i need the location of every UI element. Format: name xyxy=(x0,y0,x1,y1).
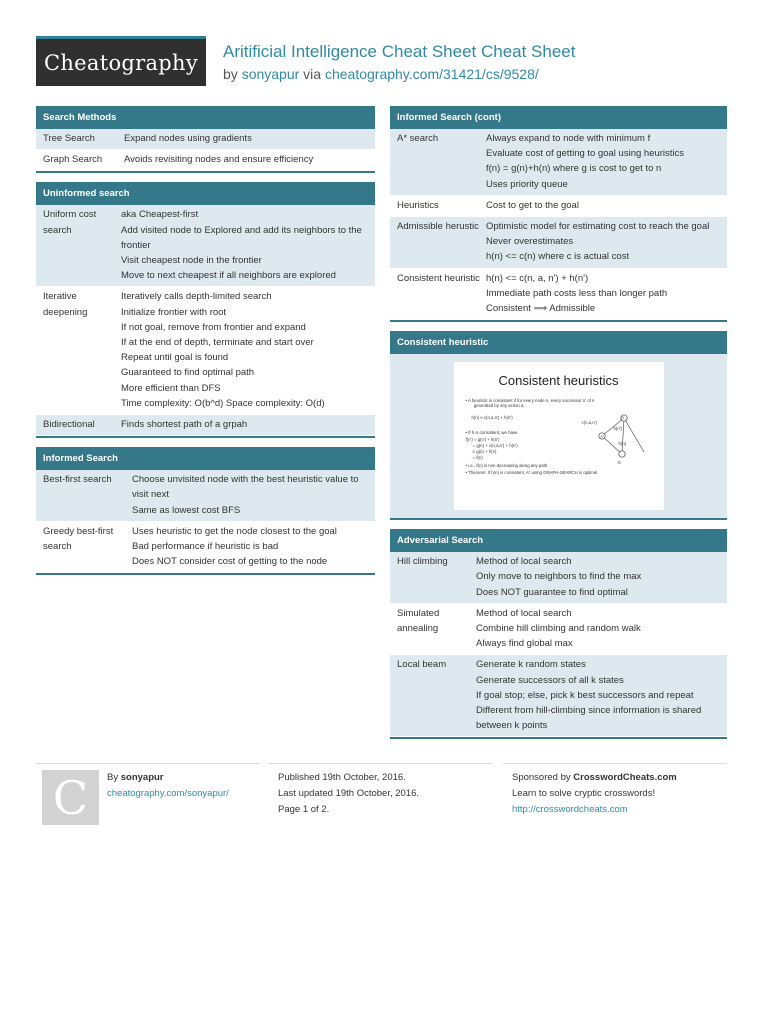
row-value xyxy=(124,152,375,167)
row-value-line: Optimistic model for estimating cost to reach the goal xyxy=(486,221,710,233)
section-heading: Uninformed search xyxy=(36,182,375,205)
row-value-line: Add visited node to Explored and add its neighbors to the frontier xyxy=(121,224,362,251)
footer-author-link[interactable]: cheatography.com/sonyapur/ xyxy=(107,788,229,799)
row-value-line: Expand nodes using gradients xyxy=(124,133,252,144)
table-row xyxy=(390,129,727,196)
avatar: C xyxy=(42,770,99,825)
footer-author-name: sonyapur xyxy=(120,772,164,783)
table-row xyxy=(390,552,727,604)
table-row xyxy=(36,415,375,436)
table-row xyxy=(390,655,727,737)
byline-by: by xyxy=(223,66,238,82)
row-value xyxy=(486,198,727,213)
section-uninformed-search xyxy=(36,182,375,438)
row-key: Graph Search xyxy=(43,154,103,166)
row-value-line: h(n) <= c(n, a, n') + h(n') xyxy=(486,272,589,284)
row-value-line: Move to next cheapest if all neighbors are explored xyxy=(121,270,336,282)
diagram-label: n' xyxy=(600,434,604,440)
row-key: Simulated annealing xyxy=(397,607,440,635)
row-value-line: Different from hill-climbing since information is shared between k points xyxy=(476,705,702,732)
table-row xyxy=(36,129,375,150)
slide-title: Consistent heuristics xyxy=(498,373,619,389)
row-value-line: Immediate path costs less than longer path xyxy=(486,287,668,299)
row-value-line: Does NOT guarantee to find optimal xyxy=(476,586,628,598)
row-value xyxy=(486,271,727,317)
right-column xyxy=(390,106,727,748)
diagram-label: h(n') xyxy=(613,426,622,432)
section-search-methods xyxy=(36,106,375,173)
row-value-line: Does NOT consider cost of getting to the node xyxy=(132,556,328,568)
row-value-line: Finds shortest path of a grpah xyxy=(121,419,248,431)
figure-container xyxy=(390,354,727,518)
row-value-line: Bad performance if heuristic is bad xyxy=(132,541,279,553)
row-value xyxy=(486,131,727,192)
row-value-line: Iteratively calls depth-limited search xyxy=(121,291,272,303)
sponsored-label: Sponsored by xyxy=(512,772,571,783)
row-value-line: Consistent ⟹ Admissible xyxy=(486,303,596,315)
diagram-edge xyxy=(624,418,644,452)
section-heading: Informed Search xyxy=(36,447,375,470)
row-value xyxy=(476,657,727,733)
footer-sponsor xyxy=(503,763,727,833)
row-value xyxy=(132,524,375,570)
row-key: Best-first search xyxy=(43,474,112,486)
row-key: Tree Search xyxy=(43,133,95,144)
row-value-line: Generate k random states xyxy=(476,659,586,671)
footer-by-label: By xyxy=(107,772,119,783)
table-row xyxy=(390,604,727,656)
page-title: Aritificial Intelligence Cheat Sheet Cheat Sheet xyxy=(223,42,576,61)
slide-text-line: h(n) ≤ c(n,a,n') + h(n') xyxy=(471,415,513,421)
row-value-line: Always find global max xyxy=(476,638,573,650)
table-row xyxy=(390,217,727,269)
section-informed-search-cont xyxy=(390,106,727,322)
row-key: Heuristics xyxy=(397,199,439,211)
row-key: Consistent heuristic xyxy=(397,272,480,284)
byline-via: via xyxy=(303,66,322,82)
row-value xyxy=(486,219,727,265)
row-value xyxy=(132,472,375,518)
slide-text-line: • i.e., f(n) is non-decreasing along any path. xyxy=(465,463,549,469)
updated-date: Last updated 19th October, 2016. xyxy=(278,788,420,799)
title-block xyxy=(223,42,575,82)
node-g xyxy=(618,451,624,457)
sponsor-name: CrosswordCheats.com xyxy=(573,772,677,783)
row-value-line: Avoids revisiting nodes and ensure efficiency xyxy=(124,154,314,166)
published-date: Published 19th October, 2016. xyxy=(278,772,406,783)
diagram-label: G xyxy=(617,460,621,466)
left-column xyxy=(36,106,375,584)
row-key: A* search xyxy=(397,133,439,144)
row-value-line: Uses priority queue xyxy=(486,178,568,190)
byline xyxy=(223,66,575,82)
row-value-line: If at the end of depth, terminate and start over xyxy=(121,337,314,349)
row-value-line: Never overestimates xyxy=(486,236,574,248)
row-value-line: Visit cheapest node in the frontier xyxy=(121,255,262,267)
row-value-line: Always expand to node with minimum f xyxy=(486,133,651,144)
row-key: Uniform cost search xyxy=(43,209,97,236)
row-key: Bidirectional xyxy=(43,419,95,431)
row-value-line: Initialize frontier with root xyxy=(121,306,227,318)
row-value-line: Only move to neighbors to find the max xyxy=(476,571,642,583)
row-value-line: Guaranteed to find optimal path xyxy=(121,367,255,379)
slide-text-line: ≥ g(n) + h(n) xyxy=(465,449,497,455)
section-adversarial-search xyxy=(390,529,727,739)
section-heading: Search Methods xyxy=(36,106,375,129)
diagram-label: c(n,a,n') xyxy=(581,420,597,426)
table-row xyxy=(36,522,375,574)
row-value-line: Choose unvisited node with the best heuristic value to visit next xyxy=(132,474,359,501)
slide-text-line: • Theorem: If h(n) is consistent, A* using GRAPH-SEARCH is optimal xyxy=(465,470,598,476)
row-value-line: aka Cheapest-first xyxy=(121,209,199,221)
header xyxy=(36,36,736,88)
row-key: Greedy best-first search xyxy=(43,525,114,553)
row-value-line: Method of local search xyxy=(476,607,572,619)
section-consistent-heuristic xyxy=(390,331,727,520)
row-value xyxy=(476,606,727,652)
sponsor-tagline: Learn to solve cryptic crosswords! xyxy=(512,788,656,799)
row-value-line: Same as lowest cost BFS xyxy=(132,504,241,516)
row-key: Iterative deepening xyxy=(43,291,88,318)
author-link[interactable]: sonyapur xyxy=(241,66,300,82)
row-value-line: Uses heuristic to get the node closest to the goal xyxy=(132,525,337,537)
consistent-heuristics-slide xyxy=(454,362,664,510)
row-value xyxy=(124,131,375,146)
row-value-line: Repeat until goal is found xyxy=(121,352,229,364)
row-value-line: Generate successors of all k states xyxy=(476,674,624,686)
table-row xyxy=(36,150,375,171)
table-row xyxy=(390,196,727,217)
slide-text-line: • If h is consistent, we have xyxy=(465,430,518,436)
footer-dates xyxy=(269,763,493,833)
row-value-line: If goal stop; else, pick k best successors and repeat xyxy=(476,689,694,701)
cheatography-logo[interactable]: Cheatography xyxy=(36,36,206,86)
diagram-label: n xyxy=(621,415,624,421)
row-value-line: If not goal, remove from frontier and expand xyxy=(121,321,306,333)
section-heading: Informed Search (cont) xyxy=(390,106,727,129)
table-row xyxy=(36,470,375,522)
table-row xyxy=(36,205,375,287)
row-value-line: Combine hill climbing and random walk xyxy=(476,623,641,635)
slide-text-line: generated by any action a, xyxy=(471,403,525,409)
row-value-line: Cost to get to the goal xyxy=(486,199,579,211)
slide-text-line: = f(n) xyxy=(465,455,483,461)
section-heading: Adversarial Search xyxy=(390,529,727,552)
slide-text-line: • A heuristic is consistent if for every node n, every successor n' of n xyxy=(465,398,595,404)
row-value xyxy=(121,207,375,283)
row-value-line: Method of local search xyxy=(476,556,572,568)
section-heading: Consistent heuristic xyxy=(390,331,727,354)
sponsor-link[interactable]: http://crosswordcheats.com xyxy=(512,804,628,815)
slide-text-line: = g(n) + c(n,a,n') + h(n') xyxy=(465,443,518,449)
row-value-line: f(n) = g(n)+h(n) where g is cost to get to n xyxy=(486,163,662,175)
footer-author-text xyxy=(107,770,229,802)
row-value-line: More efficient than DFS xyxy=(121,382,221,394)
footer xyxy=(36,763,727,833)
diagram-label: h(n) xyxy=(618,441,627,447)
table-row xyxy=(390,269,727,321)
row-value-line: h(n) <= c(n) where c is actual cost xyxy=(486,251,630,263)
row-value-line: Evaluate cost of getting to goal using heuristics xyxy=(486,148,685,160)
row-key: Hill climbing xyxy=(397,556,448,568)
row-value-line: Time complexity: O(b^d) Space complexity: O(d) xyxy=(121,397,325,409)
row-value xyxy=(476,554,727,600)
row-key: Local beam xyxy=(397,659,447,671)
diagram-edge xyxy=(622,418,624,454)
page-number: Page 1 of 2. xyxy=(278,804,330,815)
row-value xyxy=(121,289,375,411)
section-informed-search xyxy=(36,447,375,575)
footer-author xyxy=(36,763,259,833)
slide-text-line: f(n') = g(n') + h(n') xyxy=(465,437,500,443)
row-value xyxy=(121,417,375,432)
row-key: Admissible herustic xyxy=(397,221,479,233)
sheet-url-link[interactable]: cheatography.com/31421/cs/9528/ xyxy=(324,66,539,82)
table-row xyxy=(36,287,375,415)
